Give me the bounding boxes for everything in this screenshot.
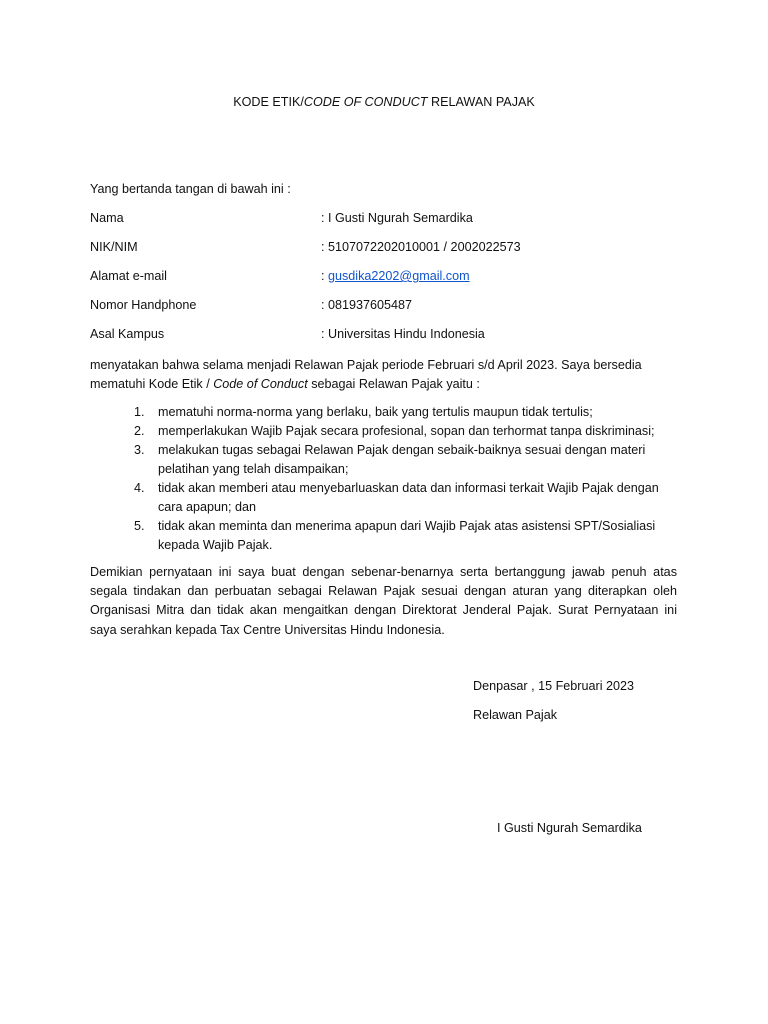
list-item-text: memperlakukan Wajib Pajak secara profesional, sopan dan terhormat tanpa diskriminasi;: [158, 424, 655, 438]
list-item-text: tidak akan memberi atau menyebarluaskan data dan informasi terkait Wajib Pajak dengan cara apapun; dan: [158, 481, 659, 514]
title-suffix: RELAWAN PAJAK: [427, 95, 535, 109]
field-label-phone: Nomor Handphone: [90, 298, 197, 312]
email-link[interactable]: gusdika2202@gmail.com: [328, 269, 470, 283]
field-row-phone: [90, 298, 690, 316]
title-italic: CODE OF CONDUCT: [303, 95, 428, 109]
field-row-email: [90, 269, 690, 287]
signature-role: Relawan Pajak: [473, 708, 558, 722]
field-value-name: : I Gusti Ngurah Semardika: [321, 211, 473, 225]
field-value-email: [321, 269, 470, 283]
signature-name: I Gusti Ngurah Semardika: [497, 821, 642, 835]
statement-part2: sebagai Relawan Pajak yaitu :: [307, 377, 480, 391]
field-row-campus: [90, 327, 690, 345]
list-item-number: 1.: [134, 405, 145, 419]
list-item-number: 5.: [134, 519, 145, 533]
list-item: [90, 441, 680, 479]
statement-part1: menyatakan bahwa selama menjadi Relawan Pajak periode Februari s/d April 2023. Saya bersedia mematuhi Kode Etik /: [90, 358, 642, 391]
list-item-number: 4.: [134, 481, 145, 495]
list-item-text: tidak akan meminta dan menerima apapun dari Wajib Pajak atas asistensi SPT/Sosialiasi kepada Wajib Pajak.: [158, 519, 656, 552]
field-label-email: Alamat e-mail: [90, 269, 167, 283]
field-label-name: Nama: [90, 211, 124, 225]
intro-text: Yang bertanda tangan di bawah ini :: [90, 182, 291, 196]
list-item-number: 2.: [134, 424, 145, 438]
obligations-list: [90, 403, 680, 555]
list-item-text: melakukan tugas sebagai Relawan Pajak dengan sebaik-baiknya sesuai dengan materi pelatihan yang telah disampaikan;: [158, 443, 646, 476]
field-value-nik: : 5107072202010001 / 2002022573: [321, 240, 521, 254]
statement-italic: Code of Conduct: [213, 377, 308, 391]
document-title: [0, 95, 768, 109]
field-row-nik: [90, 240, 690, 258]
list-item-text: mematuhi norma-norma yang berlaku, baik yang tertulis maupun tidak tertulis;: [158, 405, 593, 419]
list-item: [90, 422, 680, 441]
list-item: [90, 403, 680, 422]
list-item: [90, 479, 680, 517]
title-prefix: KODE ETIK/: [233, 95, 304, 109]
signature-place-date: Denpasar , 15 Februari 2023: [473, 679, 635, 693]
field-value-phone: : 081937605487: [321, 298, 413, 312]
email-prefix: :: [321, 269, 328, 283]
field-label-campus: Asal Kampus: [90, 327, 165, 341]
field-row-name: [90, 211, 690, 229]
closing-paragraph: Demikian pernyataan ini saya buat dengan sebenar-benarnya serta bertanggung jawab penuh atas segala tindakan dan perbuatan sebagai Relawan Pajak sesuai dengan aturan yang diterapkan oleh Organisasi Mitra dan tidak akan mengaitkan dengan Direktorat Jenderal Pajak. Surat Pernyataan ini saya serahkan kepada Tax Centre Universitas Hindu Indonesia.: [90, 565, 677, 637]
list-item: [90, 517, 680, 555]
statement-paragraph: [90, 356, 680, 394]
field-label-nik: NIK/NIM: [90, 240, 138, 254]
field-value-campus: : Universitas Hindu Indonesia: [321, 327, 485, 341]
list-item-number: 3.: [134, 443, 145, 457]
